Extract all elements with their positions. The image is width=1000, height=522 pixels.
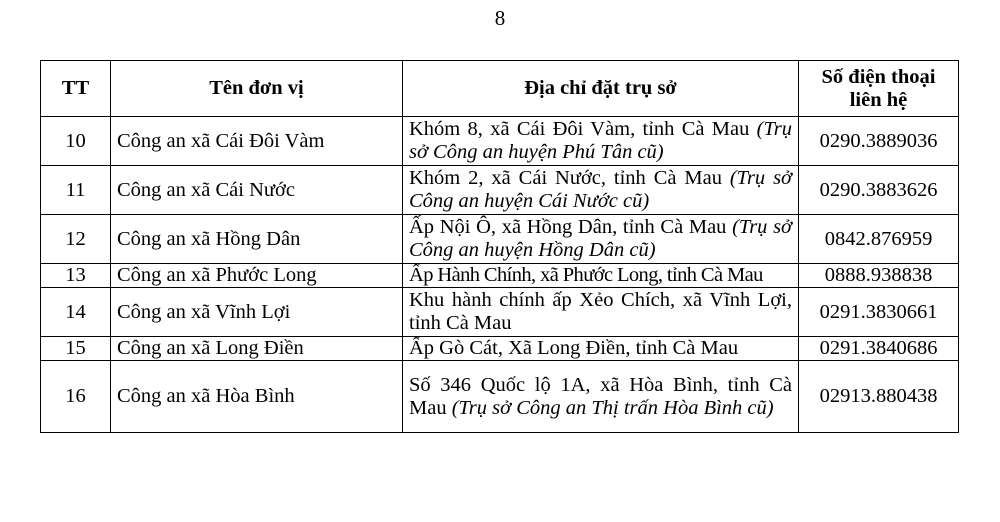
address-text: Ấp Nội Ô, xã Hồng Dân, tỉnh Cà Mau bbox=[409, 216, 733, 238]
unit-address bbox=[403, 337, 799, 361]
header-phone-line2: liên hệ bbox=[849, 88, 908, 111]
address-note: (Trụ sở Công an huyện Phú Tân cũ) bbox=[409, 118, 792, 163]
address-text: Khu hành chính ấp Xẻo Chích, xã Vĩnh Lợi, tỉnh Cà Mau bbox=[409, 289, 792, 334]
unit-name: Công an xã Cái Đôi Vàm bbox=[111, 117, 403, 166]
unit-name: Công an xã Hồng Dân bbox=[111, 215, 403, 264]
unit-name: Công an xã Cái Nước bbox=[111, 166, 403, 215]
address-text: Ấp Hành Chính, xã Phước Long, tỉnh Cà Mau bbox=[409, 264, 763, 286]
table-row bbox=[41, 166, 959, 215]
header-tt: TT bbox=[41, 61, 111, 117]
unit-phone: 0291.3830661 bbox=[799, 288, 959, 337]
header-phone-line1: Số điện thoại bbox=[821, 65, 936, 88]
address-text: Khóm 8, xã Cái Đôi Vàm, tỉnh Cà Mau bbox=[409, 118, 757, 140]
table-row bbox=[41, 264, 959, 288]
table-row bbox=[41, 337, 959, 361]
unit-name: Công an xã Long Điền bbox=[111, 337, 403, 361]
table-row bbox=[41, 361, 959, 433]
unit-name: Công an xã Hòa Bình bbox=[111, 361, 403, 433]
unit-phone: 0290.3883626 bbox=[799, 166, 959, 215]
address-note: (Trụ sở Công an Thị trấn Hòa Bình cũ) bbox=[451, 396, 774, 419]
address-text: Khóm 2, xã Cái Nước, tỉnh Cà Mau bbox=[409, 167, 730, 189]
row-number: 11 bbox=[41, 166, 111, 215]
row-number: 12 bbox=[41, 215, 111, 264]
unit-phone: 0842.876959 bbox=[799, 215, 959, 264]
row-number: 10 bbox=[41, 117, 111, 166]
address-note: (Trụ sở Công an huyện Hồng Dân cũ) bbox=[409, 216, 792, 261]
unit-phone: 0290.3889036 bbox=[799, 117, 959, 166]
row-number: 15 bbox=[41, 337, 111, 361]
unit-name: Công an xã Phước Long bbox=[111, 264, 403, 288]
unit-phone: 0291.3840686 bbox=[799, 337, 959, 361]
address-text: Ấp Gò Cát, Xã Long Điền, tỉnh Cà Mau bbox=[409, 337, 739, 359]
page-number: 8 bbox=[494, 6, 506, 30]
header-unit-name: Tên đơn vị bbox=[111, 61, 403, 117]
table-header-row bbox=[41, 61, 959, 117]
unit-address bbox=[403, 166, 799, 215]
unit-address bbox=[403, 215, 799, 264]
unit-address bbox=[403, 117, 799, 166]
table-row bbox=[41, 215, 959, 264]
unit-name: Công an xã Vĩnh Lợi bbox=[111, 288, 403, 337]
table-row bbox=[41, 117, 959, 166]
unit-phone: 02913.880438 bbox=[799, 361, 959, 433]
row-number: 13 bbox=[41, 264, 111, 288]
row-number: 16 bbox=[41, 361, 111, 433]
unit-address bbox=[403, 288, 799, 337]
row-number: 14 bbox=[41, 288, 111, 337]
unit-phone: 0888.938838 bbox=[799, 264, 959, 288]
table-row bbox=[41, 288, 959, 337]
unit-address bbox=[403, 264, 799, 288]
units-table bbox=[40, 60, 959, 433]
unit-address bbox=[403, 361, 799, 433]
address-note: (Trụ sở Công an huyện Cái Nước cũ) bbox=[409, 167, 792, 212]
address-text: Số 346 Quốc lộ 1A, xã Hòa Bình, tỉnh Cà Mau bbox=[409, 373, 792, 419]
header-phone bbox=[799, 61, 959, 117]
header-address: Địa chỉ đặt trụ sở bbox=[403, 61, 799, 117]
